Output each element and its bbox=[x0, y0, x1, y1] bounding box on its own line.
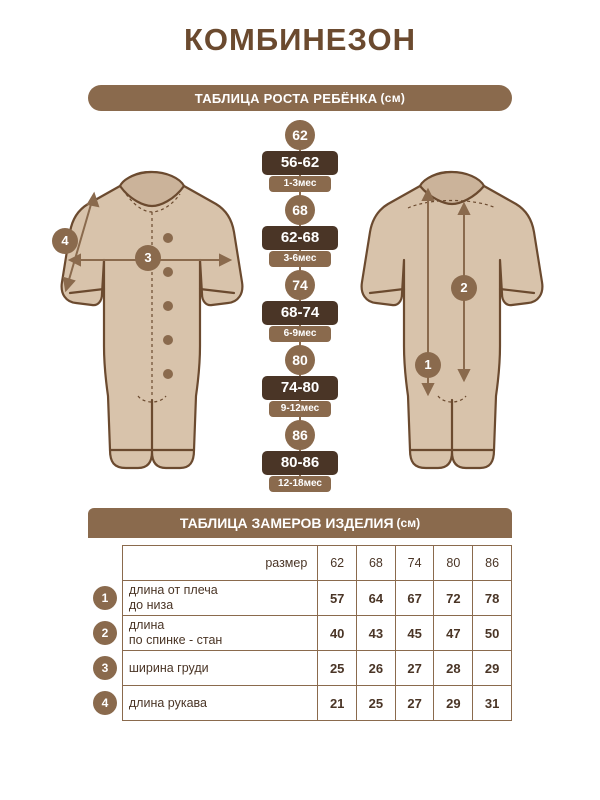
growth-size-0: 62 bbox=[285, 120, 315, 150]
row-label-0-line1: длина от плеча bbox=[128, 583, 218, 597]
row-0-value-4: 78 bbox=[473, 581, 512, 616]
row-0-value-1: 64 bbox=[357, 581, 396, 616]
row-label-1-line2: по спинке - стан bbox=[128, 633, 223, 647]
row-label-1-line1: длина bbox=[128, 618, 165, 632]
row-0-value-3: 72 bbox=[434, 581, 473, 616]
table-row bbox=[88, 581, 512, 616]
row-2-value-1: 26 bbox=[357, 651, 396, 686]
header-size-2: 74 bbox=[395, 546, 434, 581]
row-label-2-line1: ширина груди bbox=[128, 660, 209, 675]
growth-table-header-unit: (см) bbox=[380, 91, 406, 105]
row-0-value-0: 57 bbox=[318, 581, 357, 616]
marker-sleeve-length: 4 bbox=[52, 228, 78, 254]
growth-row-2 bbox=[255, 270, 345, 342]
growth-range-1: 62-68 bbox=[262, 226, 338, 250]
row-3-value-2: 27 bbox=[395, 686, 434, 721]
row-1-value-0: 40 bbox=[318, 616, 357, 651]
row-label-3 bbox=[122, 686, 317, 721]
table-row bbox=[88, 651, 512, 686]
growth-age-4: 12-18мес bbox=[269, 476, 331, 492]
growth-size-4: 86 bbox=[285, 420, 315, 450]
row-2-value-0: 25 bbox=[318, 651, 357, 686]
row-label-3-line1: длина рукава bbox=[128, 695, 207, 710]
growth-row-4 bbox=[255, 420, 345, 492]
header-size-4: 86 bbox=[473, 546, 512, 581]
row-marker-1: 2 bbox=[93, 621, 117, 645]
header-num-cell bbox=[88, 546, 122, 581]
growth-age-2: 6-9мес bbox=[269, 326, 331, 342]
row-1-value-4: 50 bbox=[473, 616, 512, 651]
row-1-value-2: 45 bbox=[395, 616, 434, 651]
meas-table-header-text: ТАБЛИЦА ЗАМЕРОВ ИЗДЕЛИЯ bbox=[179, 515, 394, 531]
growth-age-3: 9-12мес bbox=[269, 401, 331, 417]
row-label-0 bbox=[122, 581, 317, 616]
growth-size-2: 74 bbox=[285, 270, 315, 300]
header-size-1: 68 bbox=[357, 546, 396, 581]
garment-front-illustration bbox=[40, 150, 260, 490]
growth-table-header-text: ТАБЛИЦА РОСТА РЕБЁНКА bbox=[194, 90, 378, 106]
growth-age-0: 1-3мес bbox=[269, 176, 331, 192]
growth-range-4: 80-86 bbox=[262, 451, 338, 475]
row-label-1 bbox=[122, 616, 317, 651]
row-label-2 bbox=[122, 651, 317, 686]
row-marker-0: 1 bbox=[93, 586, 117, 610]
growth-table-header bbox=[88, 85, 512, 111]
table-row bbox=[88, 686, 512, 721]
row-3-value-3: 29 bbox=[434, 686, 473, 721]
growth-range-0: 56-62 bbox=[262, 151, 338, 175]
row-marker-cell-2 bbox=[88, 651, 122, 686]
marker-chest-width: 3 bbox=[135, 245, 161, 271]
table-row bbox=[88, 616, 512, 651]
growth-range-3: 74-80 bbox=[262, 376, 338, 400]
marker-back-length: 2 bbox=[451, 275, 477, 301]
measurement-table bbox=[88, 545, 512, 721]
growth-row-0 bbox=[255, 120, 345, 192]
row-marker-2: 3 bbox=[93, 656, 117, 680]
row-0-value-2: 67 bbox=[395, 581, 434, 616]
growth-row-1 bbox=[255, 195, 345, 267]
size-label-cell: размер bbox=[122, 546, 317, 581]
row-marker-cell-1 bbox=[88, 616, 122, 651]
row-3-value-4: 31 bbox=[473, 686, 512, 721]
page-title: КОМБИНЕЗОН bbox=[184, 22, 416, 57]
growth-range-2: 68-74 bbox=[262, 301, 338, 325]
marker-shoulder-to-hem: 1 bbox=[415, 352, 441, 378]
row-1-value-1: 43 bbox=[357, 616, 396, 651]
row-1-value-3: 47 bbox=[434, 616, 473, 651]
row-2-value-3: 28 bbox=[434, 651, 473, 686]
growth-row-3 bbox=[255, 345, 345, 417]
row-marker-cell-0 bbox=[88, 581, 122, 616]
garment-back-illustration bbox=[340, 150, 560, 490]
table-row-header bbox=[88, 546, 512, 581]
growth-age-1: 3-6мес bbox=[269, 251, 331, 267]
row-2-value-4: 29 bbox=[473, 651, 512, 686]
header-size-3: 80 bbox=[434, 546, 473, 581]
growth-size-1: 68 bbox=[285, 195, 315, 225]
meas-table-header bbox=[88, 508, 512, 538]
growth-size-3: 80 bbox=[285, 345, 315, 375]
row-marker-cell-3 bbox=[88, 686, 122, 721]
row-label-0-line2: до низа bbox=[128, 598, 174, 612]
header-size-0: 62 bbox=[318, 546, 357, 581]
row-marker-3: 4 bbox=[93, 691, 117, 715]
row-3-value-1: 25 bbox=[357, 686, 396, 721]
row-3-value-0: 21 bbox=[318, 686, 357, 721]
meas-table-header-unit: (см) bbox=[396, 516, 421, 530]
row-2-value-2: 27 bbox=[395, 651, 434, 686]
